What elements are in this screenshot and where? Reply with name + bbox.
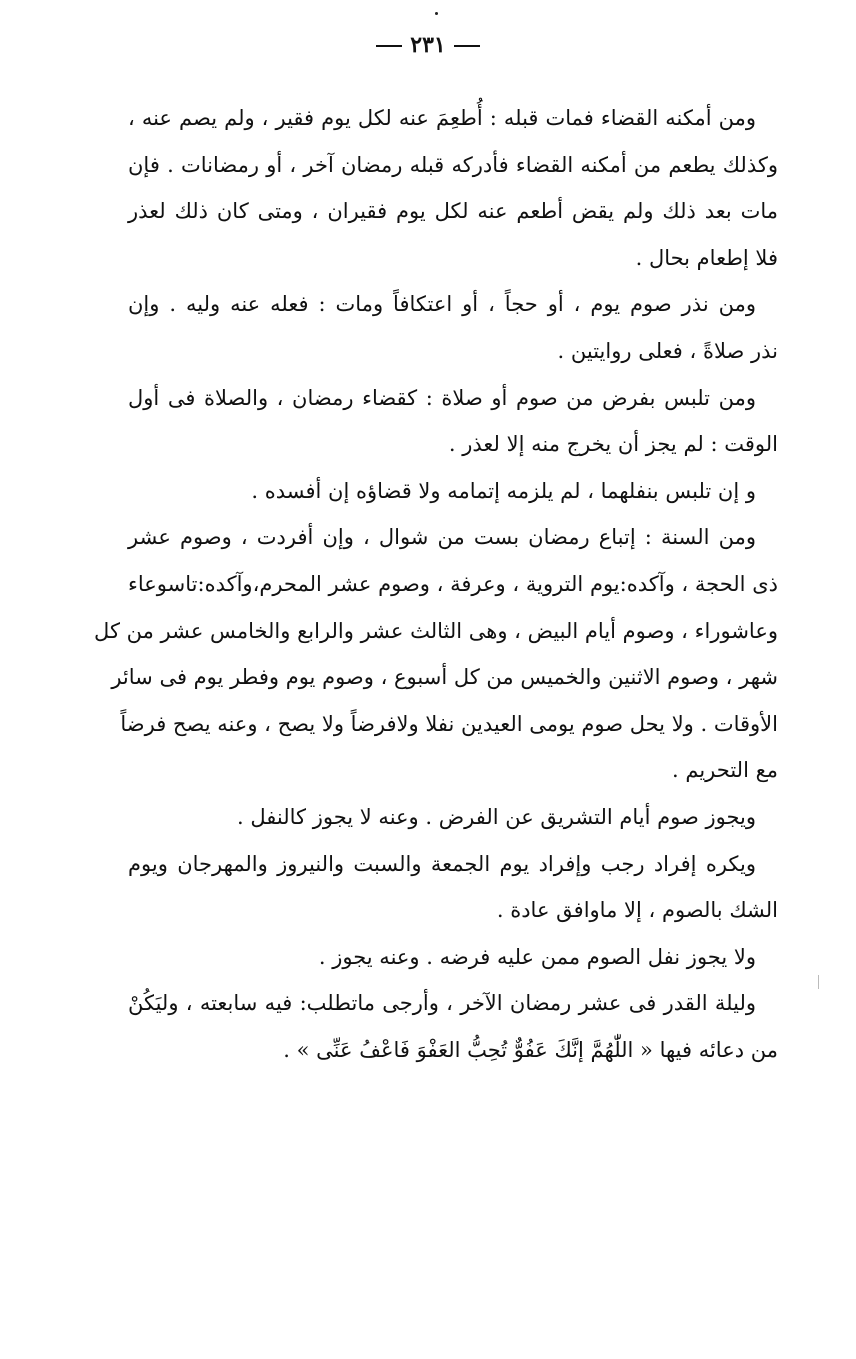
page-number [0,32,856,58]
text-line: فلا إطعام بحال . [635,245,778,270]
text-line: ذى الحجة ، وآكده:يوم التروية ، وعرفة ، وصوم عشر المحرم،وآكده:تاسوعاء [128,571,778,596]
text-line: ومن السنة : إتباع رمضان بست من شوال ، وإن أفردت ، وصوم عشر [128,525,756,550]
text-line: شهر ، وصوم الاثنين والخميس من كل أسبوع ، وصوم يوم وفطر يوم فى سائر [111,665,778,690]
text-line: الشك بالصوم ، إلا ماوافق عادة . [496,898,778,923]
text-line: وكذلك يطعم من أمكنه القضاء فأدركه قبله رمضان آخر ، أو رمضانات . فإن [128,152,778,177]
text-line: مات بعد ذلك ولم يقض أطعم عنه لكل يوم فقيران ، ومتى كان ذلك لعذر [128,199,778,224]
text-line: وعاشوراء ، وصوم أيام البيض ، وهى الثالث عشر والرابع والخامس عشر من كل [94,618,778,643]
text-line: ومن تلبس بفرض من صوم أو صلاة : كقضاء رمضان ، والصلاة فى أول [128,385,756,410]
page-number-dash-right [454,45,480,47]
text-line: نذر صلاةً ، فعلى روايتين . [557,338,778,363]
text-line: ويجوز صوم أيام التشريق عن الفرض . وعنه لا يجوز كالنفل . [237,804,756,829]
text-line: من دعائه فيها « اللّٰهُمَّ إنَّكَ عَفُوٌّ تُحِبُّ العَفْوَ فَاعْفُ عَنِّى » . [283,1037,778,1062]
page-top-dot [435,12,438,15]
text-line: ومن نذر صوم يوم ، أو حجاً ، أو اعتكافاً ومات : فعله عنه وليه . وإن [128,292,756,317]
text-line: الأوقات . ولا يحل صوم يومى العيدين نفلا ولافرضاً ولا يصح ، وعنه يصح فرضاً [120,711,778,736]
page-number-text: ٢٣١ [410,32,446,58]
body-text [94,95,778,1073]
scan-edge-mark [818,975,819,989]
text-line: مع التحريم . [672,758,778,783]
text-line: ولا يجوز نفل الصوم ممن عليه فرضه . وعنه يجوز . [318,944,756,969]
text-line: وليلة القدر فى عشر رمضان الآخر ، وأرجى ماتطلب: فيه سابعته ، وليَكُنْ [128,991,756,1016]
page-number-dash-left [376,45,402,47]
text-line: ومن أمكنه القضاء فمات قبله : أُطعِمَ عنه لكل يوم فقير ، ولم يصم عنه ، [128,106,756,130]
text-line: الوقت : لم يجز أن يخرج منه إلا لعذر . [448,432,778,457]
text-line: و إن تلبس بنفلهما ، لم يلزمه إتمامه ولا قضاؤه إن أفسده . [251,478,756,503]
text-line: ويكره إفراد رجب وإفراد يوم الجمعة والسبت والنيروز والمهرجان ويوم [128,851,756,876]
